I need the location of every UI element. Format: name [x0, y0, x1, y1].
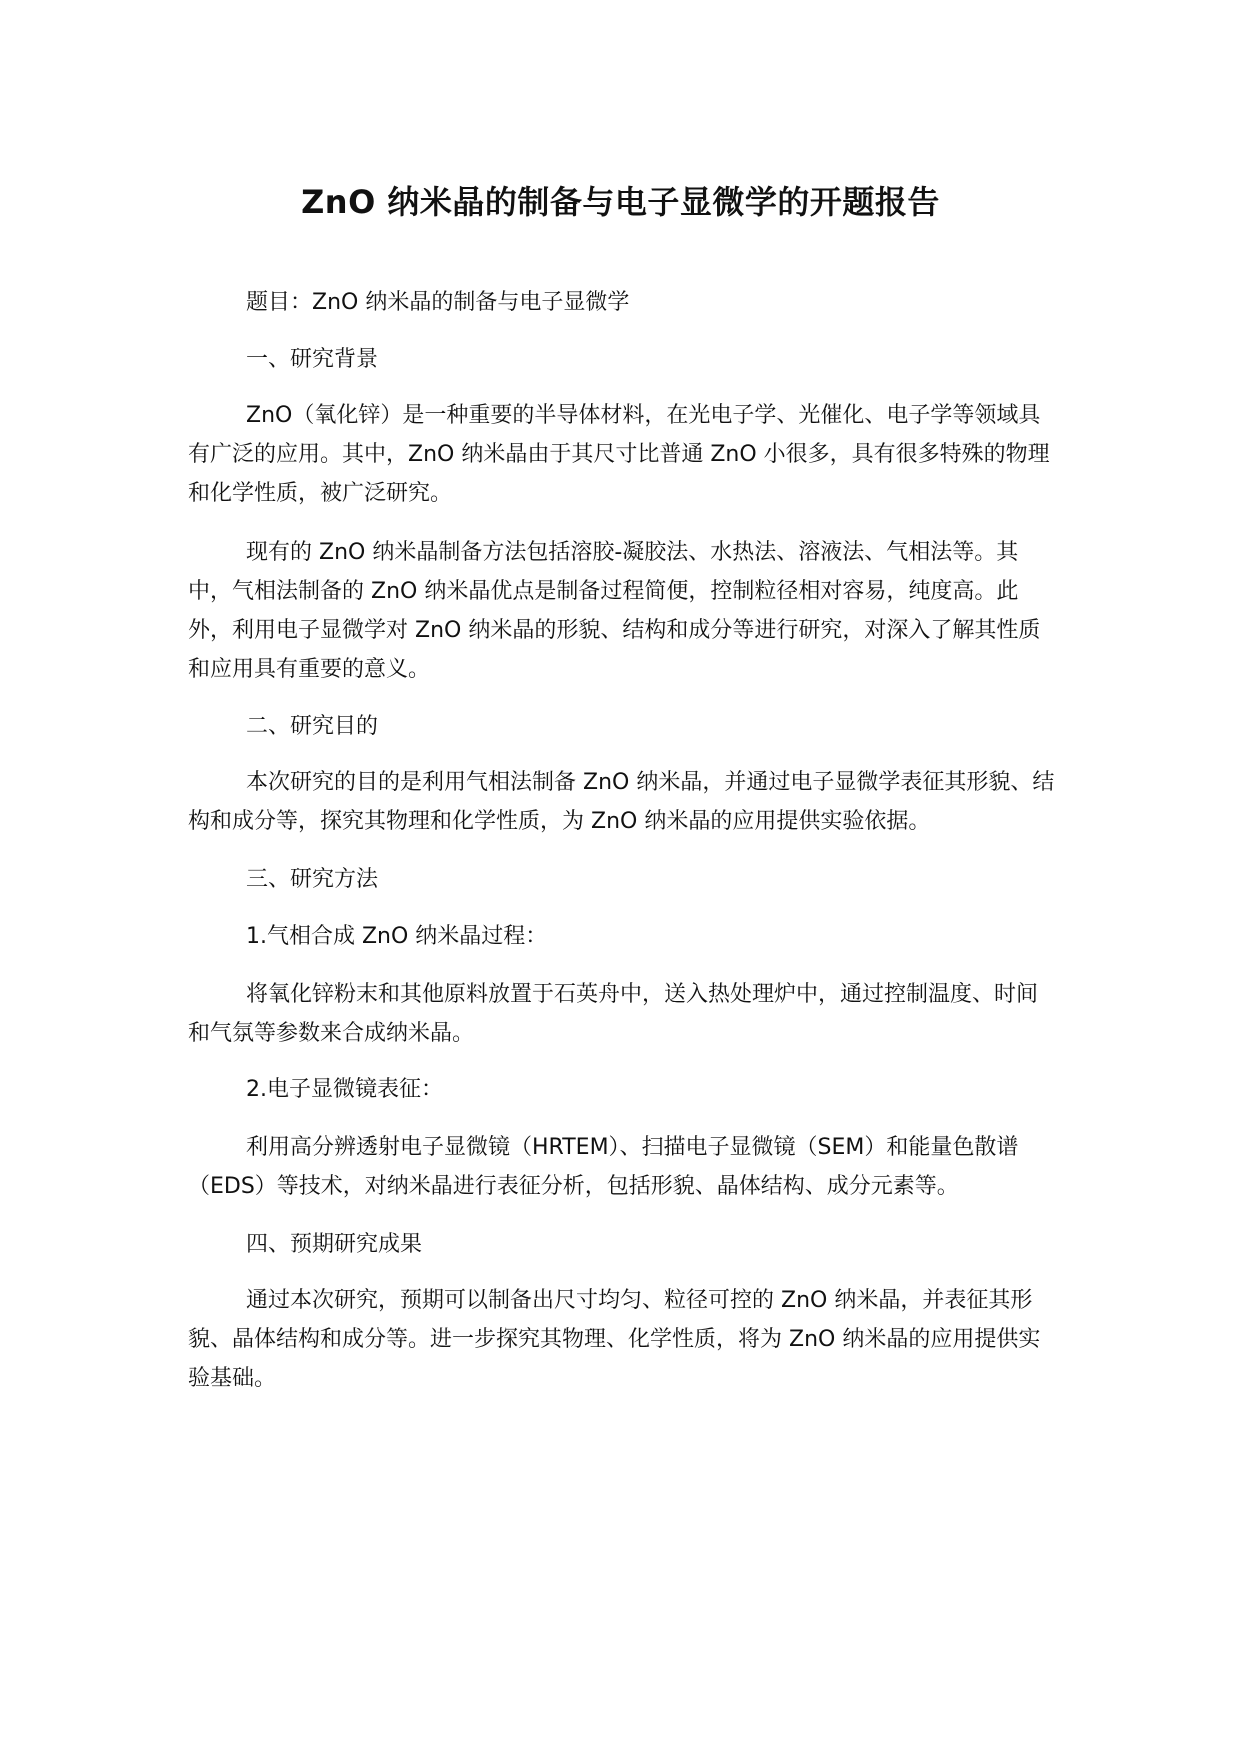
- outcomes-paragraph: 通过本次研究，预期可以制备出尺寸均匀、粒径可控的 ZnO 纳米晶，并表征其形貌、晶体结构和成分等。进一步探究其物理、化学性质，将为 ZnO 纳米晶的应用提供实验基础。: [188, 1288, 1041, 1391]
- section-heading-purpose: 二、研究目的: [246, 714, 379, 739]
- method-step1-text: 将氧化锌粉末和其他原料放置于石英舟中，送入热处理炉中，通过控制温度、时间和气氛等参数来合成纳米晶。: [188, 982, 1039, 1046]
- section-heading-outcomes: 四、预期研究成果: [246, 1232, 423, 1257]
- background-paragraph-1: ZnO（氧化锌）是一种重要的半导体材料，在光电子学、光催化、电子学等领域具有广泛的应用。其中，ZnO 纳米晶由于其尺寸比普通 ZnO 小很多，具有很多特殊的物理和化学性质，被广泛研究。: [188, 403, 1050, 506]
- method-step2-label: 2.电子显微镜表征：: [246, 1077, 443, 1102]
- method-step2-text: 利用高分辨透射电子显微镜（HRTEM）、扫描电子显微镜（SEM）和能量色散谱（EDS）等技术，对纳米晶进行表征分析，包括形貌、晶体结构、成分元素等。: [188, 1135, 1019, 1199]
- purpose-paragraph: 本次研究的目的是利用气相法制备 ZnO 纳米晶，并通过电子显微学表征其形貌、结构和成分等，探究其物理和化学性质，为 ZnO 纳米晶的应用提供实验依据。: [188, 770, 1055, 834]
- section-heading-methods: 三、研究方法: [246, 867, 379, 892]
- section-heading-background: 一、研究背景: [246, 347, 379, 372]
- background-paragraph-2: 现有的 ZnO 纳米晶制备方法包括溶胶-凝胶法、水热法、溶液法、气相法等。其中，气相法制备的 ZnO 纳米晶优点是制备过程简便，控制粒径相对容易，纯度高。此外，利用电子显微学对 ZnO 纳米晶的形貌、结构和成分等进行研究，对深入了解其性质和应用具有重要的意义。: [188, 540, 1041, 682]
- document-title: ZnO 纳米晶的制备与电子显微学的开题报告: [301, 183, 940, 221]
- method-step1-label: 1.气相合成 ZnO 纳米晶过程：: [246, 924, 548, 949]
- subject-line: 题目：ZnO 纳米晶的制备与电子显微学: [246, 290, 630, 315]
